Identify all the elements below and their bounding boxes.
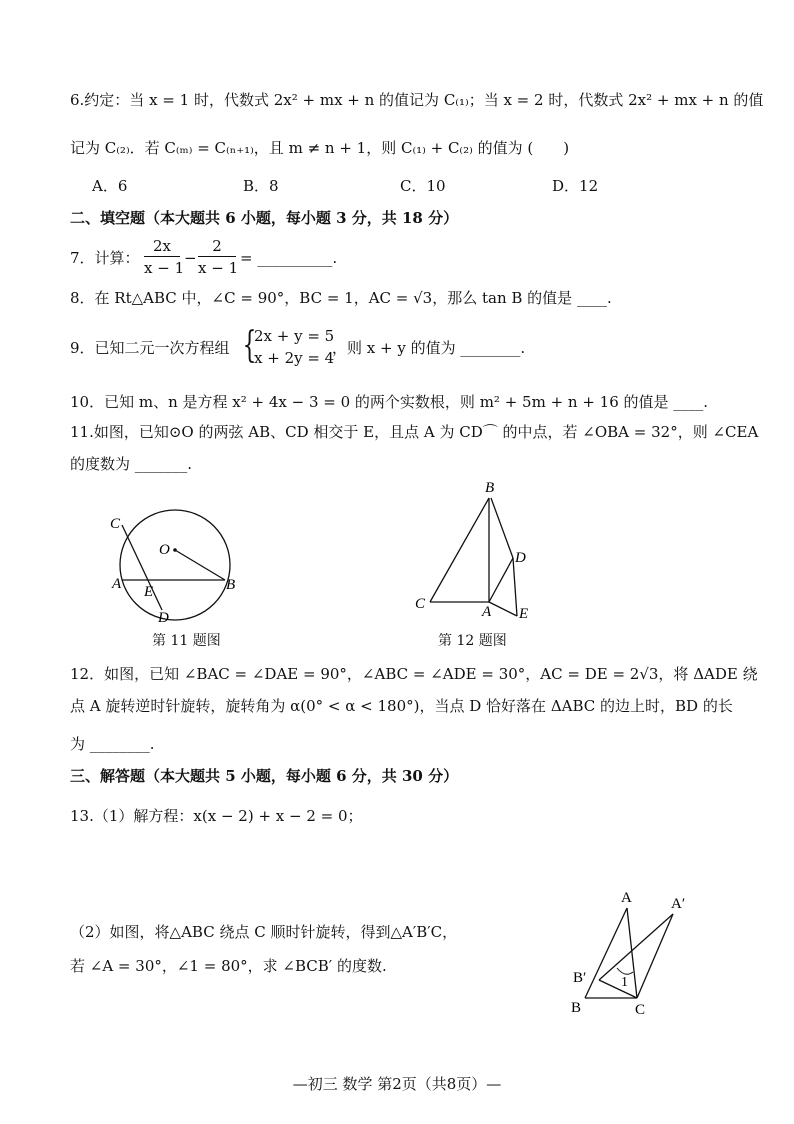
q6-option-c: C．10: [400, 177, 446, 195]
q9-eq2: x + 2y = 4: [254, 349, 335, 367]
figure-12: [405, 478, 550, 623]
q7-frac2-den: x − 1: [198, 259, 239, 277]
fig13-label-b: B: [571, 1000, 582, 1016]
q7-frac1-num: 2x: [152, 237, 171, 255]
fig11-center-dot: [173, 548, 177, 552]
q8: 8．在 Rt△ABC 中，∠C = 90°，BC = 1，AC = √3，那么 tan B 的值是 ____.: [70, 289, 612, 307]
figure-11: [100, 500, 250, 625]
fig12-label-b: B: [485, 480, 495, 496]
figure-13: [565, 888, 695, 1022]
q13-part1: 13.（1）解方程：x(x − 2) + x − 2 = 0；: [70, 807, 363, 825]
fig12-side-bd: [491, 498, 513, 558]
fig11-label-a: A: [112, 576, 122, 592]
fig12-side-ad: [489, 558, 513, 602]
fig13-label-a: A: [621, 890, 632, 906]
q12-line1: 12．如图，已知 ∠BAC = ∠DAE = 90°，∠ABC = ∠ADE = 30°，AC = DE = 2√3，将 ΔADE 绕: [70, 665, 758, 683]
q7-suffix: = __________.: [240, 249, 338, 267]
fig11-label-b: B: [226, 577, 236, 593]
fig12-label-a: A: [482, 604, 492, 620]
fig12-side-ae: [489, 602, 517, 616]
q7-prefix: 7．计算：: [70, 249, 140, 267]
fig11-chord-cd: [122, 525, 162, 610]
fig13-side-b2c: [599, 980, 637, 998]
fig13-side-b2a2: [599, 914, 673, 980]
fig13-label-a-prime: A′: [671, 896, 686, 912]
page-footer: —初三 数学 第2页（共8页）—: [292, 1075, 502, 1093]
q9-brace: {: [242, 325, 257, 366]
q12-line2: 点 A 旋转逆时针旋转，旋转角为 α(0° < α < 180°)，当点 D 恰好落在 ΔABC 的边上时，BD 的长: [70, 697, 733, 715]
q10: 10．已知 m、n 是方程 x² + 4x − 3 = 0 的两个实数根，则 m² + 5m + n + 16 的值是 ____.: [70, 393, 709, 411]
q9-eq1: 2x + y = 5: [254, 327, 335, 345]
q6-option-d: D．12: [552, 177, 599, 195]
q13-part2-line1: （2）如图，将△ABC 绕点 C 顺时针旋转，得到△A′B′C，: [70, 923, 458, 941]
section-2-heading: 二、填空题（本大题共 6 小题，每小题 3 分，共 18 分）: [70, 209, 459, 227]
fig13-label-b-prime: B′: [573, 970, 587, 986]
fig12-side-de: [513, 558, 517, 616]
fig13-side-a2c: [637, 914, 673, 998]
q9-prefix: 9．已知二元一次方程组: [70, 339, 230, 357]
fig11-label-o: O: [159, 542, 170, 558]
q7-frac1-den: x − 1: [144, 259, 185, 277]
fig12-side-bc: [430, 498, 489, 602]
fig13-label-1: 1: [621, 975, 628, 990]
fig11-label-c: C: [110, 516, 121, 532]
fig13-angle-1-arc: [617, 968, 633, 974]
section-3-heading: 三、解答题（本大题共 5 小题，每小题 6 分，共 30 分）: [70, 767, 459, 785]
q6-option-b: B．8: [243, 177, 279, 195]
fig12-label-d: D: [515, 550, 526, 566]
q6-line1: 6.约定：当 x = 1 时，代数式 2x² + mx + n 的值记为 C₍₁₎；当 x = 2 时，代数式 2x² + mx + n 的值: [70, 91, 764, 109]
q13-part2-line2: 若 ∠A = 30°，∠1 = 80°，求 ∠BCB′ 的度数.: [70, 957, 387, 975]
q6-line2: 记为 C₍₂₎．若 C₍ₘ₎ = C₍ₙ₊₁₎，且 m ≠ n + 1，则 C₍₁₎ + C₍₂₎ 的值为 ( ): [70, 139, 570, 157]
q7-frac2-num: 2: [212, 237, 222, 255]
fig11-label-d: D: [158, 610, 169, 625]
q6-option-a: A．6: [92, 177, 128, 195]
fig11-circle: [120, 510, 230, 620]
fig12-label-c: C: [415, 596, 426, 612]
fig11-radius-ob: [175, 550, 225, 580]
q7-minus: −: [184, 249, 197, 267]
q12-line3: 为 ________.: [70, 735, 155, 753]
q11-line2: 的度数为 _______.: [70, 455, 193, 473]
q11-line1: 11.如图，已知⊙O 的两弦 AB、CD 相交于 E，且点 A 为 CD⌒ 的中点，若 ∠OBA = 32°，则 ∠CEA: [70, 423, 759, 441]
fig11-caption: 第 11 题图: [152, 633, 221, 649]
q9-suffix: ，则 x + y 的值为 ________.: [332, 339, 526, 357]
fig12-label-e: E: [519, 606, 529, 622]
fig12-caption: 第 12 题图: [438, 633, 507, 649]
fig11-label-e: E: [144, 584, 154, 600]
fig13-label-c: C: [635, 1002, 646, 1018]
